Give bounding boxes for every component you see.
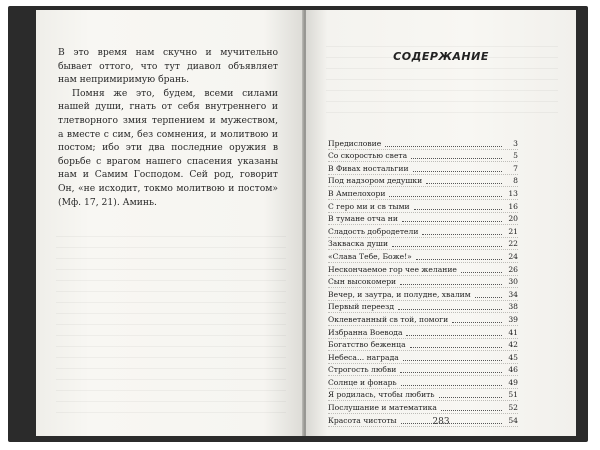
toc-entry [328, 225, 518, 238]
leader-dots [403, 360, 502, 361]
leader-dots [400, 284, 502, 285]
open-book [8, 6, 588, 444]
leader-dots [422, 234, 502, 235]
toc-entry-title: С геро ми и св тыми [328, 201, 410, 211]
leader-dots [441, 410, 502, 411]
toc-entry [328, 301, 518, 314]
toc-entry-title: Строгость любви [328, 365, 397, 375]
toc-entry-title: Красота чистоты [328, 415, 397, 425]
toc-entry-title: Закваска души [328, 239, 389, 249]
leader-dots [410, 347, 502, 348]
left-page-text [58, 46, 278, 209]
toc-entry [328, 313, 518, 326]
toc-entry [328, 351, 518, 364]
toc-entry-title: Сын высокомери [328, 277, 397, 287]
leader-dots [398, 309, 502, 310]
leader-dots [402, 221, 502, 222]
toc-entry-title: Нескончаемое гор чее желание [328, 264, 457, 274]
toc-entry [328, 137, 518, 150]
toc-entry-page: 26 [508, 264, 518, 274]
toc-entry-title: Избранна Воевода [328, 327, 403, 337]
toc-entry-page: 34 [508, 289, 518, 299]
toc-entry [328, 263, 518, 276]
leader-dots [400, 372, 502, 373]
toc-entry-page: 16 [508, 201, 518, 211]
leader-dots [389, 196, 502, 197]
leader-dots [413, 171, 502, 172]
toc-entry-page: 3 [513, 138, 518, 148]
toc-entry [328, 238, 518, 251]
leader-dots [461, 272, 502, 273]
toc-entry-page: 22 [508, 239, 518, 249]
toc-entry-title: Небеса... награда [328, 352, 399, 362]
toc-entry-page: 21 [508, 226, 518, 236]
toc-entry [328, 150, 518, 163]
toc-entry-page: 49 [508, 377, 518, 387]
toc-entry-page: 41 [508, 327, 518, 337]
leader-dots [401, 385, 502, 386]
leader-dots [385, 146, 502, 147]
toc-entry-title: В тумане отча ни [328, 214, 398, 224]
toc-entry-page: 20 [508, 214, 518, 224]
toc-entry-title: Вечер, и заутра, и полудне, хвалим [328, 289, 471, 299]
toc-entry [328, 213, 518, 226]
toc-entry [328, 276, 518, 289]
toc-entry-title: Под надзором дедушки [328, 176, 423, 186]
leader-dots [411, 158, 502, 159]
toc-entry-page: 45 [508, 352, 518, 362]
toc-entry-title: В Ампелохори [328, 188, 386, 198]
toc-entry-title: Со скоростью света [328, 151, 408, 161]
toc-entry-page: 8 [513, 176, 518, 186]
toc-entry [328, 326, 518, 339]
table-of-contents [328, 137, 518, 427]
paragraph: Помня же это, будем, всеми силами нашей души, гнать от себя внутреннего и тлетворного змия терпением и мужеством, а вместе с сим, без сомнения, и молитвою и постом; ибо эти два последние оружия в борьбе с врагом нашего спасения указаны нам и Самим Господом. Сей род, говорит Он, «не исходит, токмо молитвою и постом» (Мф. 17, 21). Аминь. [58, 87, 278, 208]
toc-entry-page: 13 [508, 188, 518, 198]
toc-entry [328, 162, 518, 175]
leader-dots [475, 297, 502, 298]
page-number: 283 [432, 417, 450, 427]
toc-entry [328, 339, 518, 352]
show-through-texture-left [56, 236, 286, 416]
toc-entry [328, 200, 518, 213]
toc-entry-title: Я родилась, чтобы любить [328, 390, 435, 400]
toc-entry-title: Предисловие [328, 138, 382, 148]
toc-entry-page: 39 [508, 314, 518, 324]
leader-dots [414, 209, 502, 210]
toc-entry-page: 51 [508, 390, 518, 400]
toc-entry-page: 42 [508, 340, 518, 350]
toc-entry-title: Богатство беженца [328, 340, 406, 350]
toc-entry [328, 401, 518, 414]
toc-entry-page: 46 [508, 365, 518, 375]
toc-entry-page: 30 [508, 277, 518, 287]
toc-entry [328, 187, 518, 200]
toc-entry [328, 250, 518, 263]
toc-entry-title: Сладость добродетели [328, 226, 419, 236]
toc-entry-page: 7 [513, 163, 518, 173]
leader-dots [406, 335, 502, 336]
toc-entry-page: 5 [513, 151, 518, 161]
toc-entry [328, 389, 518, 402]
toc-entry-title: Послушание и математика [328, 403, 437, 413]
paragraph: В это время нам скучно и мучительно бывает оттого, что тут диавол объявляет нам непримиримую брань. [58, 47, 278, 86]
toc-entry-title: В Фивах ностальгии [328, 163, 409, 173]
toc-entry-title: Оклеветанный св той, помоги [328, 314, 449, 324]
toc-entry [328, 364, 518, 377]
toc-entry-page: 52 [508, 403, 518, 413]
leader-dots [452, 322, 502, 323]
toc-title: СОДЕРЖАНИЕ [393, 50, 489, 63]
leader-dots [426, 183, 502, 184]
toc-entry-title: «Слава Тебе, Боже!» [328, 251, 412, 261]
toc-entry-page: 54 [508, 415, 518, 425]
leader-dots [439, 397, 502, 398]
leader-dots [392, 246, 502, 247]
toc-entry [328, 376, 518, 389]
toc-entry [328, 288, 518, 301]
toc-entry-page: 38 [508, 302, 518, 312]
toc-entry-title: Солнце и фонарь [328, 377, 397, 387]
toc-entry-title: Первый переезд [328, 302, 394, 312]
leader-dots [416, 259, 502, 260]
toc-entry-page: 24 [508, 251, 518, 261]
toc-entry [328, 175, 518, 188]
